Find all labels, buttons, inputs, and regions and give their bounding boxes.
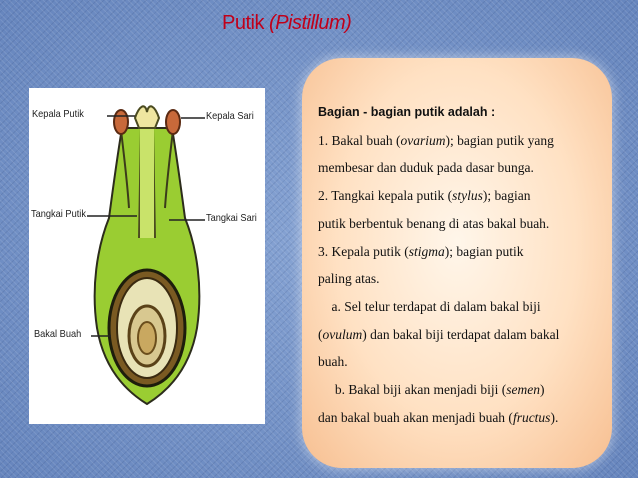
card-line: putik berbentuk benang di atas bakal buah.: [318, 215, 550, 231]
slide-title: [222, 12, 351, 35]
card-line: b. Bakal biji akan menjadi biji (semen): [318, 382, 545, 398]
description-text: [318, 99, 608, 431]
card-heading: Bagian - bagian putik adalah :: [318, 105, 496, 119]
stigma: [135, 106, 159, 128]
label-bakal-buah: Bakal Buah: [34, 328, 82, 340]
card-line: 3. Kepala putik (stigma); bagian putik: [318, 243, 524, 259]
card-line: (ovulum) dan bakal biji terdapat dalam bakal: [318, 326, 560, 342]
label-tangkai-putik: Tangkai Putik: [31, 208, 86, 220]
ovule-core: [138, 322, 156, 354]
label-kepala-putik: Kepala Putik: [32, 108, 84, 120]
title-main: Putik: [222, 12, 264, 34]
card-line: dan bakal buah akan menjadi buah (fructus).: [318, 409, 559, 425]
anther-left: [114, 110, 128, 134]
label-kepala-sari: Kepala Sari: [206, 110, 254, 122]
card-line: a. Sel telur terdapat di dalam bakal biji: [318, 298, 541, 314]
card-line: buah.: [318, 354, 348, 370]
style-fill: [140, 128, 154, 238]
card-line: 1. Bakal buah (ovarium); bagian putik yang: [318, 132, 554, 148]
description-card: [302, 58, 612, 468]
card-line: membesar dan duduk pada dasar bunga.: [318, 160, 534, 176]
label-tangkai-sari: Tangkai Sari: [206, 212, 257, 224]
anther-right: [166, 110, 180, 134]
card-line: 2. Tangkai kepala putik (stylus); bagian: [318, 188, 531, 204]
card-line: paling atas.: [318, 271, 380, 287]
pistil-diagram: [29, 88, 265, 424]
pistil-drawing: [29, 88, 265, 424]
title-italic: (Pistillum): [269, 12, 352, 34]
